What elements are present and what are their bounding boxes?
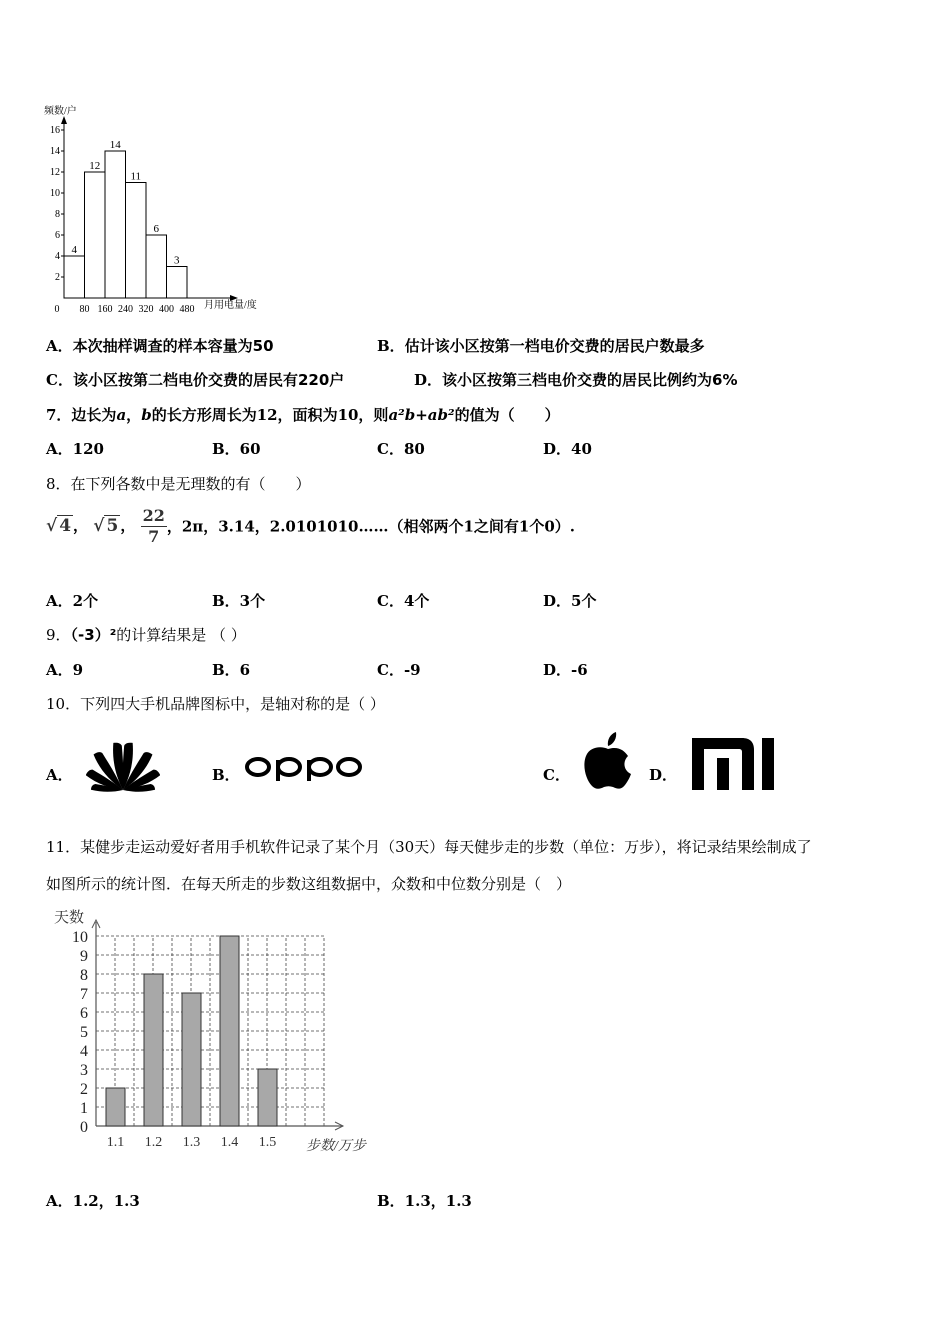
q10-stem: 10．下列四大手机品牌图标中，是轴对称的是（ ） [46,695,385,713]
histogram-bar [85,172,106,298]
q8-option-c[interactable]: C．4个 [377,592,430,610]
oppo-logo-icon [244,752,364,782]
histogram-bar [64,256,85,298]
q7-option-d[interactable]: D．40 [543,440,592,458]
q9-option-a[interactable]: A．9 [46,661,84,679]
histogram-electricity [40,94,290,314]
x-tick-label: 0 [54,304,60,314]
bar-value-label: 11 [130,170,142,183]
q9-option-b[interactable]: B．6 [212,661,251,679]
q9-stem: 9．（-3）²的计算结果是 （ ） [46,626,246,644]
x-tick-label: 240 [118,304,133,314]
bar-value-label: 4 [71,244,77,256]
y-tick-label: 4 [55,251,60,262]
q8-option-b[interactable]: B．3个 [212,592,266,610]
q10-option-b[interactable]: B． [212,766,240,784]
x-tick-label: 400 [159,304,174,314]
y-tick-label: 6 [55,230,60,241]
q6-option-a[interactable]: A．本次抽样调查的样本容量为50 [46,337,274,355]
q11-option-b[interactable]: B．1.3，1.3 [377,1192,472,1210]
q8-numbers: √ 4 ， √ 5 ， $\frac{22}{7}$ ，2π，3.14，2.0101010……（相邻两个1之间有1个0）. [46,506,576,546]
histogram-bar [167,267,188,299]
fraction-22-7: $\frac{22}{7}$ [142,506,165,546]
x-tick-label: 1.3 [182,1135,201,1150]
bar [106,1088,125,1126]
x-tick-label: 1.5 [258,1135,277,1150]
q8-option-d[interactable]: D．5个 [543,592,597,610]
bar-value-label: 3 [174,254,180,267]
bar-value-label: 6 [153,223,159,235]
y-tick-label: 2 [80,1081,88,1098]
y-tick-label: 16 [50,125,60,136]
y-tick-label: 3 [80,1062,88,1079]
x-tick-label: 1.1 [106,1135,125,1150]
q6-option-d[interactable]: D．该小区按第三档电价交费的居民比例约为6% [414,371,738,389]
y-tick-label: 8 [80,967,88,984]
q6-option-c[interactable]: C．该小区按第二档电价交费的居民有220户 [46,371,345,389]
y-tick-label: 10 [50,188,60,199]
q7-stem: 7．边长为a，b的长方形周长为12，面积为10，则a²b+ab²的值为（ ） [46,406,560,424]
bar-value-label: 12 [89,160,101,172]
q7-option-b[interactable]: B．60 [212,440,261,458]
histogram-bar [105,151,126,298]
q11-option-a[interactable]: A．1.2，1.3 [46,1192,140,1210]
y-axis-label: 天数 [54,910,85,926]
y-axis-arrow [61,116,67,124]
q8-option-a[interactable]: A．2个 [46,592,99,610]
steps-bar-chart [44,902,394,1162]
q10-option-a[interactable]: A． [46,766,73,784]
x-tick-label: 1.2 [144,1135,163,1150]
y-tick-label: 10 [72,929,88,946]
bar [220,936,239,1126]
q11-stem-line1: 11．某健步走运动爱好者用手机软件记录了某个月（30天）每天健步走的步数（单位：万步），将记录结果绘制成了 [46,838,812,856]
x-axis-label: 步数/万步 [306,1139,366,1154]
q7-option-c[interactable]: C．80 [377,440,425,458]
y-tick-label: 4 [80,1043,88,1060]
sqrt-4: √ 4 [46,515,72,536]
x-tick-label: 1.4 [220,1135,239,1150]
histogram-bar [146,235,167,298]
y-tick-label: 1 [80,1100,88,1117]
y-tick-label: 0 [80,1119,88,1136]
x-tick-label: 160 [97,304,113,314]
q11-stem-line2: 如图所示的统计图．在每天所走的步数这组数据中，众数和中位数分别是（ ） [46,875,572,893]
q7-option-a[interactable]: A．120 [46,440,104,458]
y-tick-label: 9 [80,948,88,965]
bar [258,1069,277,1126]
y-tick-label: 2 [55,272,60,283]
apple-logo-icon [582,732,634,790]
y-tick-label: 7 [80,986,88,1003]
q9-option-d[interactable]: D．-6 [543,661,588,679]
x-tick-label: 480 [179,304,195,314]
histogram-bar [126,183,147,299]
y-tick-label: 12 [50,167,60,178]
q8-stem: 8．在下列各数中是无理数的有（ ） [46,475,311,493]
bar [182,993,201,1126]
bar-value-label: 14 [109,139,121,151]
y-tick-label: 6 [80,1005,88,1022]
x-axis-label: 月用电量/度 [204,300,257,311]
y-tick-label: 5 [80,1024,88,1041]
xiaomi-logo-icon [692,738,776,790]
y-tick-label: 8 [55,209,60,220]
q6-option-b[interactable]: B．估计该小区按第一档电价交费的居民户数最多 [377,337,705,355]
x-tick-label: 320 [138,304,154,314]
y-tick-label: 14 [50,146,60,157]
q9-option-c[interactable]: C．-9 [377,661,421,679]
huawei-logo-icon [86,736,160,792]
y-axis-label: 频数/户 [44,106,77,117]
q10-option-c[interactable]: C． [543,766,570,784]
sqrt-5: √ 5 [93,515,119,536]
q10-option-d[interactable]: D． [649,766,678,784]
bar [144,974,163,1126]
x-tick-label: 80 [79,304,90,314]
